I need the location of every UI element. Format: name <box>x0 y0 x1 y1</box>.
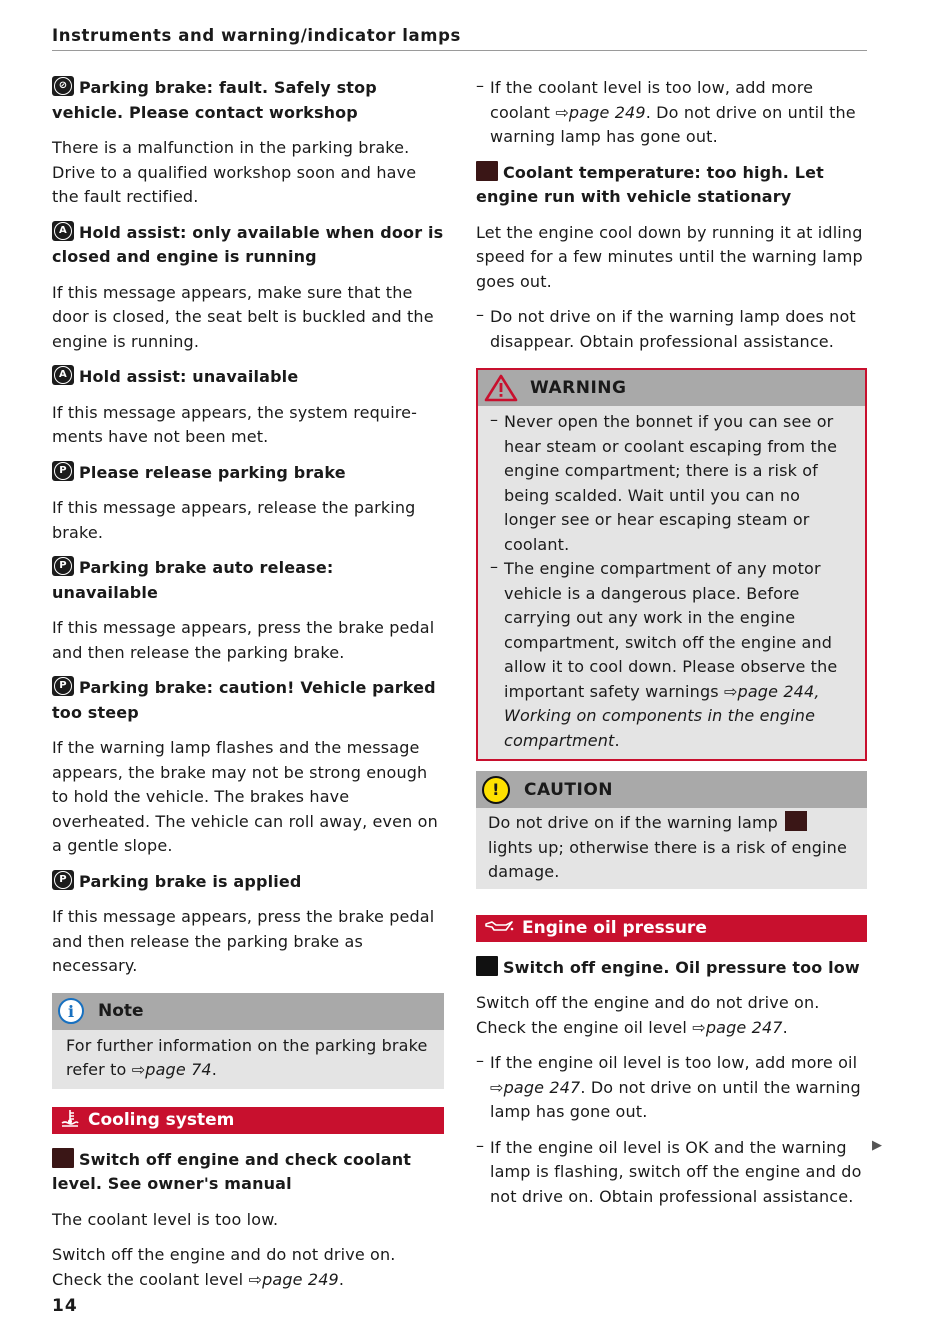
oil-can-icon <box>484 918 514 938</box>
warning-box <box>476 368 867 761</box>
page-reference-link[interactable]: page 247 <box>705 1017 783 1037</box>
list-item: – The engine compartment of any motor vehicle is a dangerous place. Before carrying out any work in the engine compartment, switch off the engine and allow it to cool down. Please observe the important safety warnings ⇨page 244, Working on components in the engine compartment. <box>490 557 838 750</box>
page-reference-link[interactable]: page 247 <box>503 1077 581 1097</box>
paragraph: If this message appears, press the brake pedal and then release the parking brake. <box>52 618 435 662</box>
note-text: For further information on the parking brake refer to ⇨page 74. <box>66 1035 428 1079</box>
list-item: – If the engine oil level is too low, add more oil ⇨page 247. Do not drive on until the warning lamp has gone out. <box>476 1051 861 1121</box>
hold-assist-icon: A <box>52 365 74 385</box>
caution-label: CAUTION <box>524 779 614 800</box>
caution-icon: ! <box>482 776 510 804</box>
parking-brake-icon: P <box>52 676 74 696</box>
page-reference-link[interactable]: page 244, Working on components in the engine compartment <box>504 681 820 750</box>
paragraph: Switch off the engine and do not drive on. Check the engine oil level ⇨page 247. <box>476 993 820 1037</box>
caution-box <box>476 771 867 889</box>
hold-assist-icon: A <box>52 221 74 241</box>
page-reference-link[interactable]: page 249 <box>568 102 646 122</box>
continue-arrow-icon: ▶ <box>872 1138 882 1153</box>
page-header: Instruments and warning/indicator lamps <box>52 26 867 51</box>
paragraph: If the warning lamp flashes and the message appears, the brake may not be strong enough to hold the vehicle. The brakes have overheated. The vehicle can roll away, even on a gentle slope. <box>52 738 438 855</box>
list-item: – If the coolant level is too low, add more coolant ⇨page 249. Do not drive on until the warning lamp has gone out. <box>476 76 856 146</box>
paragraph: If this message appears, make sure that the door is closed, the seat belt is buckled and the engine is running. <box>52 282 434 351</box>
paragraph: The coolant level is too low. <box>52 1209 279 1229</box>
parking-brake-icon: P <box>52 870 74 890</box>
note-box <box>52 993 444 1089</box>
parking-brake-fault-icon: ⊘ <box>52 76 74 96</box>
list-item: – If the engine oil level is OK and the warning lamp is flashing, switch off the engine and do not drive on. Obtain professional assistance. <box>476 1135 862 1206</box>
coolant-warning-lamp-icon <box>52 1148 74 1168</box>
section-release-parking-brake: P Please release parking brake <box>52 461 444 486</box>
parking-brake-icon: P <box>52 556 74 576</box>
section-parking-brake-fault: ⊘ Parking brake: fault. Safely stop vehicle. Please contact workshop <box>52 78 377 122</box>
page-number: 14 <box>52 1296 78 1316</box>
section-oil-pressure-low: Switch off engine. Oil pressure too low <box>476 956 867 981</box>
section-parking-brake-applied: P Parking brake is applied <box>52 870 444 895</box>
engine-oil-pressure-heading: Engine oil pressure <box>476 915 867 942</box>
oil-pressure-warning-lamp-icon <box>476 956 498 976</box>
section-coolant-too-high: Coolant temperature: too high. Let engine run with vehicle stationary <box>476 162 824 206</box>
paragraph: If this message appears, press the brake pedal and then release the parking brake as necessary. <box>52 907 435 975</box>
coolant-temperature-icon <box>60 1109 80 1132</box>
paragraph: Let the engine cool down by running it at idling speed for a few minutes until the warning lamp goes out. <box>476 222 863 291</box>
warning-triangle-icon <box>484 374 518 402</box>
coolant-warning-lamp-icon <box>785 811 807 831</box>
section-parked-too-steep: P Parking brake: caution! Vehicle parked too steep <box>52 678 436 722</box>
section-auto-release: P Parking brake auto release: unavailable <box>52 558 334 602</box>
section-hold-assist-unavailable: A Hold assist: unavailable <box>52 365 444 390</box>
list-item: – Do not drive on if the warning lamp does not disappear. Obtain professional assistance. <box>476 305 856 351</box>
info-icon: i <box>58 998 84 1024</box>
coolant-warning-lamp-icon <box>476 161 498 181</box>
paragraph: If this message appears, release the parking brake. <box>52 498 416 542</box>
caution-text: Do not drive on if the warning lamp lights up; otherwise there is a risk of engine damage. <box>488 813 847 881</box>
warning-label: WARNING <box>530 378 627 398</box>
paragraph: There is a malfunction in the parking brake. Drive to a qualified workshop soon and have the fault rectified. <box>52 138 417 206</box>
cooling-system-heading: Cooling system <box>52 1107 444 1134</box>
right-column <box>476 76 867 1220</box>
note-label: Note <box>98 1001 144 1021</box>
page-reference-link[interactable]: page 249 <box>262 1269 339 1289</box>
section-hold-assist-door: A Hold assist: only available when door is closed and engine is running <box>52 222 444 266</box>
page-reference-link[interactable]: page 74 <box>145 1060 212 1079</box>
paragraph: If this message appears, the system requirements have not been met. <box>52 402 417 446</box>
left-column <box>52 76 444 1303</box>
section-check-coolant: Switch off engine and check coolant level. See owner's manual <box>52 1149 412 1193</box>
paragraph: Switch off the engine and do not drive on. Check the coolant level ⇨page 249. <box>52 1245 396 1289</box>
parking-brake-icon: P <box>52 461 74 481</box>
list-item: – Never open the bonnet if you can see or hear steam or coolant escaping from the engine compartment; there is a risk of being scalded. Wait until you can no longer see or hear escaping steam or coolant. <box>490 410 838 554</box>
